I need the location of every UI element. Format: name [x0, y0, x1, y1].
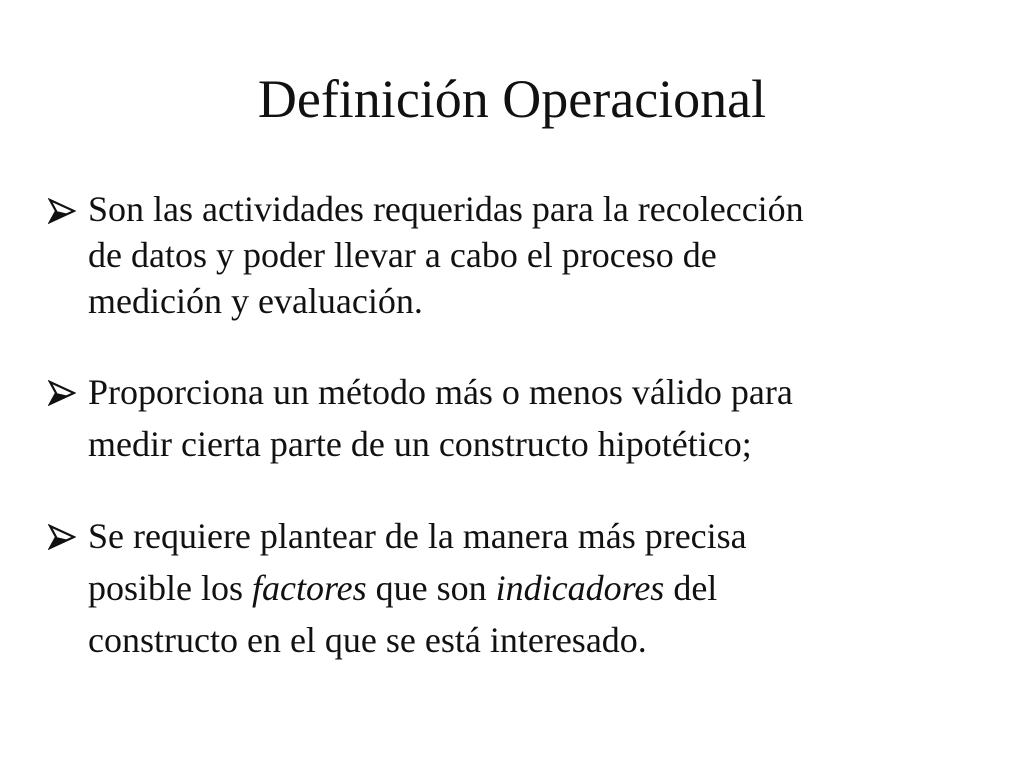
bullet-1-line-3: medición y evaluación.: [88, 281, 423, 321]
bullet-3-line-2: [88, 562, 968, 614]
arrowhead-bullet-icon: [48, 186, 88, 224]
bullet-item-1: [48, 186, 968, 324]
bullet-3-text-a: posible los: [88, 568, 253, 608]
bullet-3-text-c: que son: [366, 568, 496, 608]
slide-title: Definición Operacional: [257, 69, 767, 129]
factores-emphasis: factores: [252, 568, 367, 608]
indicadores-emphasis: indicadores: [495, 568, 665, 608]
bullet-item-2: [48, 366, 968, 470]
bullet-1-line-1: Son las actividades requeridas para la recolección: [88, 189, 804, 229]
arrowhead-bullet-icon: [48, 510, 88, 550]
bullet-1-line-2: de datos y poder llevar a cabo el proceso de: [88, 235, 717, 275]
bullet-3-text-e: del: [664, 568, 718, 608]
bullet-text-2: [88, 366, 968, 470]
bullet-2-line-1: Proporciona un método más o menos válido para: [88, 372, 793, 412]
arrowhead-bullet-icon: [48, 366, 88, 406]
bullet-text-3: [88, 510, 968, 666]
bullet-3-line-1: Se requiere plantear de la manera más precisa: [88, 516, 747, 556]
bullet-2-line-2: medir cierta parte de un constructo hipotético;: [88, 424, 752, 464]
bullet-text-1: [88, 186, 968, 324]
bullet-3-line-3: constructo en el que se está interesado.: [88, 620, 647, 660]
bullet-item-3: [48, 510, 968, 666]
